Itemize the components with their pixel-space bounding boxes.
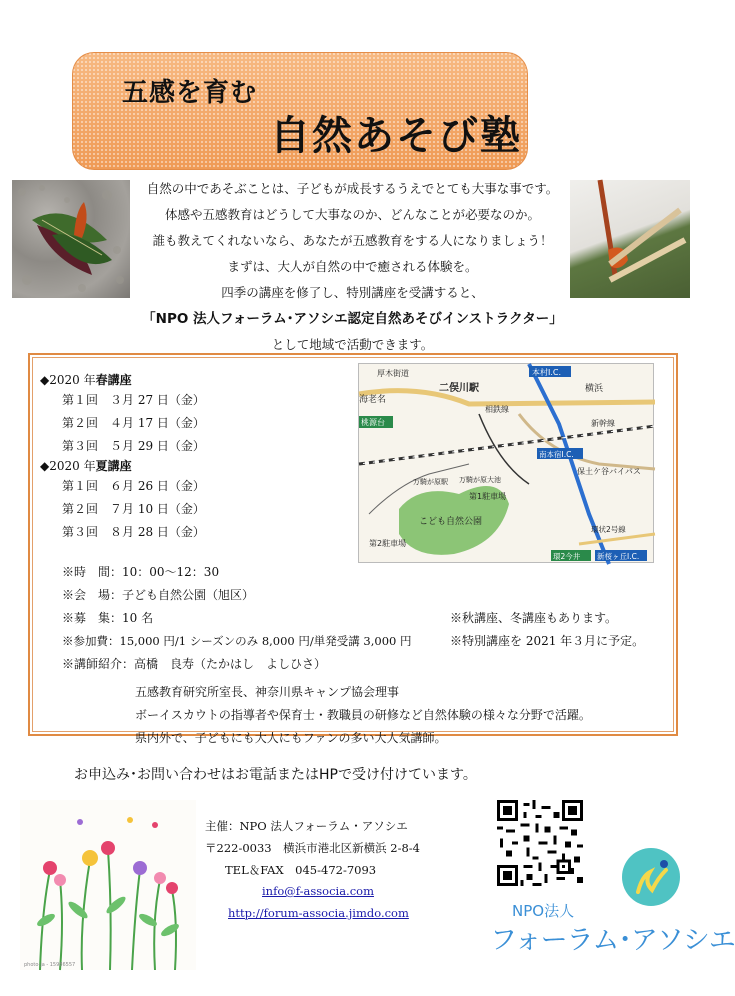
instructor-title: 「NPO 法人フォーラム･アソシエ認定自然あそびインストラクター」	[142, 311, 563, 327]
note-autumn-winter: ※秋講座、冬講座もあります。	[450, 611, 618, 625]
map-label: 万騎が原駅	[413, 478, 448, 486]
address: 〒222-0033 横浜市港北区新横浜 2-8-4	[205, 841, 420, 855]
intro-line: まずは、大人が自然の中で癒される体験を。	[227, 259, 478, 274]
email-link[interactable]: info@f-associa.com	[262, 884, 374, 898]
map-label: 海老名	[359, 395, 387, 405]
spring-heading: ◆2020 年春講座	[40, 373, 132, 387]
lecturer-bio-1: 五感教育研究所室長、神奈川県キャンプ協会理事	[135, 685, 400, 699]
intro-line: 体感や五感教育はどうして大事なのか、どんなことが必要なのか。	[164, 207, 540, 222]
venue-info: ※会 場：子ども自然公園（旭区）	[62, 588, 255, 602]
logo-npo: NPO法人	[512, 902, 575, 920]
intro-line: 誰も教えてくれないなら、あなたが五感教育をする人になりましょう！	[152, 233, 553, 248]
map-label: 桃源台	[361, 418, 385, 427]
lecturer-bio-2: ボーイスカウトの指導者や保育士・教職員の研修など自然体験の様々な分野で活躍。	[135, 708, 591, 722]
title-line-2: 自然あそび塾	[270, 113, 522, 159]
summer-session-3: 第３回 ８月 28 日（金）	[62, 525, 205, 539]
spring-session-1: 第１回 ３月 27 日（金）	[62, 393, 205, 407]
map-label: 横浜	[585, 384, 604, 394]
intro-line: として地域で活動できます。	[271, 337, 434, 352]
map-label: 万騎が原大池	[459, 476, 501, 484]
summer-session-1: 第１回 ６月 26 日（金）	[62, 479, 205, 493]
toy-photo	[570, 180, 690, 298]
map-label: 二俣川駅	[439, 383, 479, 394]
map-label: 保土ケ谷バイパス	[577, 467, 641, 476]
map-label: 環2今井	[553, 552, 581, 561]
map-label: 環状2号線	[591, 525, 626, 534]
flower-illustration	[20, 800, 196, 970]
logo-name: フォーラム･アソシエ	[490, 925, 735, 956]
summer-session-2: 第２回 ７月 10 日（金）	[62, 502, 205, 516]
leaf-photo	[12, 180, 130, 298]
apply-info: お申込み･お問い合わせはお電話またはHPで受け付けています。	[74, 767, 477, 783]
organizer: 主催：NPO 法人フォーラム・アソシエ	[205, 819, 408, 833]
title-line-1: 五感を育む	[122, 78, 258, 108]
lecturer-info: ※講師紹介：高橋 良寿（たかはし よしひさ）	[62, 657, 327, 671]
map-label: 相鉄線	[485, 405, 509, 414]
summer-heading: ◆2020 年夏講座	[40, 459, 132, 473]
map-label: 新桜ヶ丘I.C.	[597, 552, 640, 561]
spring-session-3: 第３回 ５月 29 日（金）	[62, 439, 205, 453]
intro-line: 自然の中であそぶことは、子どもが成長するうえでとても大事な事です。	[146, 181, 559, 196]
map-label: 第1駐車場	[469, 492, 507, 501]
map-label: 南本宿I.C.	[539, 450, 574, 459]
map-label: 新幹線	[591, 419, 615, 428]
qr-code[interactable]	[497, 800, 583, 886]
access-map	[358, 363, 654, 563]
capacity-info: ※募 集：10 名	[62, 611, 154, 625]
time-info: ※時 間：10：00～12：30	[62, 565, 220, 579]
phone-fax: TEL＆FAX 045-472-7093	[225, 863, 377, 877]
map-label: 本村I.C.	[532, 368, 562, 377]
photo-credit: photo-ja - 15986557	[24, 962, 76, 968]
fee-info: ※参加費：15,000 円/1 シーズンのみ 8,000 円/単発受講 3,000 円	[62, 634, 412, 648]
note-special: ※特別講座を 2021 年３月に予定。	[450, 634, 645, 648]
spring-session-2: 第２回 ４月 17 日（金）	[62, 416, 205, 430]
intro-text	[140, 176, 565, 358]
map-label: こども自然公園	[419, 517, 483, 527]
lecturer-bio-3: 県内外で、子どもにも大人にもファンの多い大人気講師。	[135, 731, 447, 745]
website-link[interactable]: http://forum-associa.jimdo.com	[228, 906, 409, 920]
intro-line: 四季の講座を修了し、特別講座を受講すると、	[221, 285, 484, 300]
map-label: 第2駐車場	[369, 539, 407, 548]
logo-emblem	[622, 848, 680, 906]
map-label: 厚木街道	[377, 369, 409, 378]
